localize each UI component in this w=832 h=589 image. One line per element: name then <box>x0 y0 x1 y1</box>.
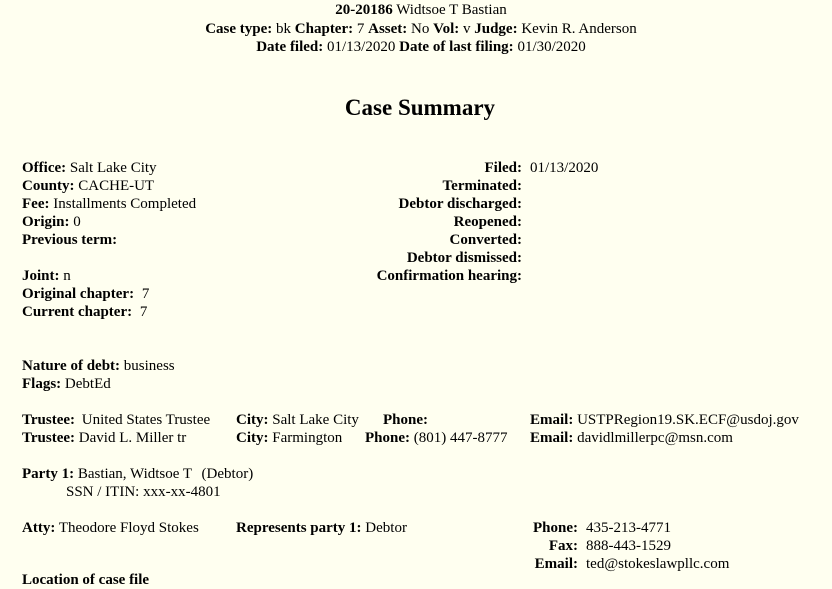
nature-of-debt-value: business <box>123 358 175 374</box>
attorney-label: Atty: <box>22 520 56 536</box>
office-row <box>22 159 157 177</box>
current-chapter-row <box>22 303 147 321</box>
flags-value: DebtEd <box>64 376 111 392</box>
original-chapter-value: 7 <box>141 286 150 302</box>
county-value: CACHE-UT <box>78 178 155 194</box>
filed-label: Filed: <box>484 160 522 176</box>
joint-label: Joint: <box>22 268 60 284</box>
represents-cell <box>236 519 407 537</box>
confirmation-hearing-label-cell <box>300 267 522 285</box>
case-type-line <box>0 20 832 38</box>
attorney-fax-label-cell <box>500 537 578 555</box>
trustee-city-cell <box>236 429 342 447</box>
origin-label: Origin: <box>22 214 70 230</box>
date-filed-value: 01/13/2020 <box>327 39 396 55</box>
trustee-email-link[interactable]: USTPRegion19.SK.ECF@usdoj.gov <box>577 412 799 428</box>
trustee-phone: (801) 447-8777 <box>413 430 508 446</box>
attorney-name-cell <box>22 519 199 537</box>
county-row <box>22 177 154 195</box>
trustee-city: Farmington <box>272 430 343 446</box>
joint-value: n <box>63 268 71 284</box>
office-label: Office: <box>22 160 67 176</box>
case-number: 20-20186 <box>335 2 393 18</box>
phone-label: Phone: <box>365 430 410 446</box>
attorney-fax: 888-443-1529 <box>586 538 671 554</box>
filed-label-cell <box>300 159 522 177</box>
chapter-label: Chapter: <box>294 21 354 37</box>
trustee-name: United States Trustee <box>81 412 211 428</box>
previous-term-label: Previous term: <box>22 232 118 248</box>
chapter-value: 7 <box>356 21 365 37</box>
original-chapter-label: Original chapter: <box>22 286 135 302</box>
trustee-label: Trustee: <box>22 430 76 446</box>
debtor-dismissed-label: Debtor dismissed: <box>406 250 522 266</box>
converted-label-cell <box>300 231 522 249</box>
flags-row <box>22 375 111 393</box>
terminated-label: Terminated: <box>442 178 522 194</box>
party-ssn: SSN / ITIN: xxx-xx-4801 <box>66 484 221 500</box>
trustee-phone-cell <box>383 411 428 429</box>
email-label: Email: <box>530 430 574 446</box>
asset-label: Asset: <box>368 21 408 37</box>
attorney-email-label: Email: <box>534 556 578 572</box>
party-row <box>22 465 253 483</box>
trustee-city-cell <box>236 411 359 429</box>
case-file-location-label: Location of case file <box>22 572 150 588</box>
trustee-email-cell <box>530 429 733 447</box>
converted-label: Converted: <box>449 232 522 248</box>
nature-of-debt-row <box>22 357 175 375</box>
flags-label: Flags: <box>22 376 62 392</box>
office-value: Salt Lake City <box>69 160 157 176</box>
trustee-email-cell <box>530 411 799 429</box>
case-name: Widtsoe T Bastian <box>396 2 507 18</box>
debtor-discharged-label-cell <box>300 195 522 213</box>
party-role: (Debtor) <box>201 466 254 482</box>
attorney-email-label-cell <box>500 555 578 573</box>
debtor-dismissed-label-cell <box>300 249 522 267</box>
email-label: Email: <box>530 412 574 428</box>
judge-label: Judge: <box>474 21 518 37</box>
previous-term-row <box>22 231 117 249</box>
county-label: County: <box>22 178 75 194</box>
represents-value: Debtor <box>365 520 407 536</box>
original-chapter-row <box>22 285 149 303</box>
trustee-label: Trustee: <box>22 412 76 428</box>
nature-of-debt-label: Nature of debt: <box>22 358 121 374</box>
case-type-value: bk <box>276 21 292 37</box>
confirmation-hearing-label: Confirmation hearing: <box>376 268 522 284</box>
date-last-filing-value: 01/30/2020 <box>517 39 586 55</box>
case-file-location-row <box>22 571 149 589</box>
current-chapter-value: 7 <box>139 304 148 320</box>
trustee-city: Salt Lake City <box>272 412 359 428</box>
attorney-phone-label: Phone: <box>533 520 578 536</box>
current-chapter-label: Current chapter: <box>22 304 133 320</box>
attorney-email-link[interactable]: ted@stokeslawpllc.com <box>586 556 730 572</box>
dates-line <box>0 38 832 56</box>
date-filed-label: Date filed: <box>256 39 324 55</box>
vol-label: Vol: <box>433 21 460 37</box>
trustee-name-cell <box>22 429 186 447</box>
filed-value: 01/13/2020 <box>530 160 599 176</box>
trustee-email-link[interactable]: davidlmillerpc@msn.com <box>577 430 733 446</box>
terminated-label-cell <box>300 177 522 195</box>
asset-value: No <box>411 21 430 37</box>
trustee-name: David L. Miller tr <box>78 430 187 446</box>
represents-label: Represents party 1: <box>236 520 362 536</box>
attorney-fax-label: Fax: <box>548 538 578 554</box>
fee-value: Installments Completed <box>53 196 197 212</box>
trustee-name-cell <box>22 411 210 429</box>
joint-row <box>22 267 71 285</box>
reopened-label: Reopened: <box>453 214 522 230</box>
judge-value: Kevin R. Anderson <box>521 21 637 37</box>
debtor-discharged-label: Debtor discharged: <box>398 196 522 212</box>
city-label: City: <box>236 430 269 446</box>
party-label: Party 1: <box>22 466 75 482</box>
attorney-name: Theodore Floyd Stokes <box>58 520 199 536</box>
vol-value: v <box>463 21 471 37</box>
fee-label: Fee: <box>22 196 50 212</box>
date-last-filing-label: Date of last filing: <box>399 39 514 55</box>
page-title: Case Summary <box>344 95 496 120</box>
phone-label: Phone: <box>383 412 428 428</box>
attorney-phone-label-cell <box>500 519 578 537</box>
trustee-phone-cell <box>365 429 508 447</box>
party-name: Bastian, Widtsoe T <box>77 466 192 482</box>
origin-row <box>22 213 81 231</box>
case-type-label: Case type: <box>205 21 273 37</box>
origin-value: 0 <box>73 214 81 230</box>
attorney-phone: 435-213-4771 <box>586 520 671 536</box>
case-header-line <box>0 1 832 19</box>
reopened-label-cell <box>300 213 522 231</box>
city-label: City: <box>236 412 269 428</box>
fee-row <box>22 195 196 213</box>
